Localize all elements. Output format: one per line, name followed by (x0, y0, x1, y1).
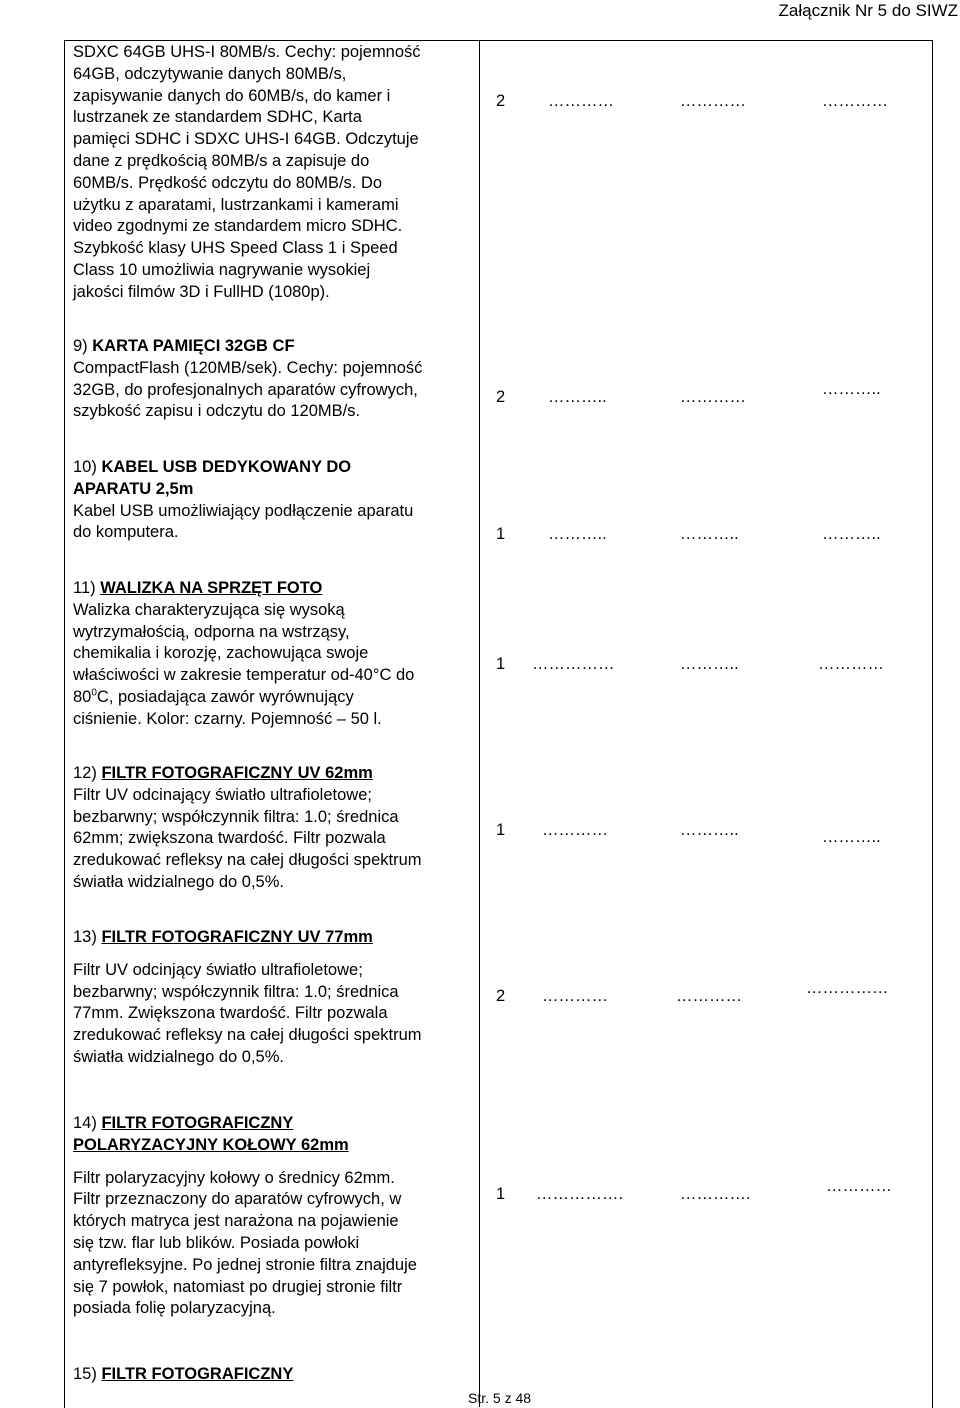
gross-value-blank: ………… (818, 655, 884, 673)
description-line: wytrzymałością, odporna na wstrząsy, (73, 622, 350, 641)
item-title: FILTR FOTOGRAFICZNY UV 77mm (101, 928, 373, 946)
description-line: bezbarwny; współczynnik filtra: 1.0; średnica (73, 982, 399, 1001)
item-title: POLARYZACYJNY KOŁOWY 62mm (73, 1135, 349, 1154)
description-line: się 7 powłok, natomiast po drugiej stronie filtr (73, 1277, 403, 1296)
description-line: których matryca jest narażona na pojawienie (73, 1212, 399, 1231)
gross-value-blank: ……….. (822, 828, 881, 846)
gross-value-blank: …………… (806, 979, 889, 997)
description-line: jakości filmów 3D i FullHD (1080p). (73, 282, 330, 301)
description-line: właściwości w zakresie temperatur od-40°C do (73, 666, 415, 685)
item-title: FILTR FOTOGRAFICZNY UV 62mm (101, 764, 373, 782)
description-line: 32GB, do profesjonalnych aparatów cyfrowych, (73, 380, 418, 399)
description-line: Kabel USB umożliwiający podłączenie aparatu (73, 501, 414, 520)
description-line: dane z prędkością 80MB/s a zapisuje do (73, 151, 370, 170)
description-line: zapisywanie danych do 60MB/s, do kamer i (73, 86, 391, 105)
description-line: Walizka charakteryzująca się wysoką (73, 600, 345, 619)
item-description (73, 1364, 477, 1386)
attachment-header: Załącznik Nr 5 do SIWZ (778, 1, 958, 20)
item-title: FILTR FOTOGRAFICZNY (101, 1114, 294, 1132)
description-line: 77mm. Zwiększona twardość. Filtr pozwala (73, 1004, 388, 1023)
item-heading (73, 457, 477, 479)
item-heading (73, 1364, 477, 1386)
description-line: Class 10 umożliwia nagrywanie wysokiej (73, 260, 371, 279)
description-line: video zgodnymi ze standardem micro SDHC. (73, 217, 403, 236)
item-quantity: 1 (496, 655, 506, 673)
item-quantity: 1 (496, 821, 506, 839)
description-line: Filtr polaryzacyjny kołowy o średnicy 62mm. (73, 1168, 395, 1187)
net-value-blank: ……….. (680, 821, 739, 839)
item-number: 10) (73, 458, 97, 476)
item-heading (73, 927, 477, 949)
item-description (73, 1113, 477, 1320)
item-number: 12) (73, 764, 97, 782)
description-line: zredukować refleksy na całej długości spektrum (73, 1026, 422, 1045)
description-line: ciśnienie. Kolor: czarny. Pojemność – 50 l. (73, 709, 382, 728)
item-description (73, 763, 477, 894)
description-line: 60MB/s. Prędkość odczytu do 80MB/s. Do (73, 173, 383, 192)
net-value-blank: …………. (680, 1185, 751, 1203)
description-line: użytku z aparatami, lustrzankami i kamerami (73, 195, 399, 214)
item-heading (73, 336, 477, 358)
item-number: 9) (73, 337, 88, 355)
description-line: zredukować refleksy na całej długości spektrum (73, 851, 422, 870)
item-description (73, 457, 477, 544)
degree-superscript: 0 (91, 687, 97, 699)
item-description (73, 336, 477, 423)
unit-price-blank: ………… (542, 987, 608, 1005)
net-value-blank: ………… (676, 987, 742, 1005)
gross-value-blank: ……….. (822, 525, 881, 543)
net-value-blank: ………… (680, 388, 746, 406)
unit-price-blank: ……………. (536, 1185, 624, 1203)
item-quantity: 1 (496, 1185, 506, 1203)
item-number: 11) (73, 579, 96, 597)
item-quantity: 1 (496, 525, 506, 543)
item-title: APARATU 2,5m (73, 479, 194, 498)
unit-price-blank: …………… (532, 655, 615, 673)
unit-price-blank: ……….. (548, 525, 607, 543)
item-quantity: 2 (496, 388, 506, 406)
description-line: szybkość zapisu i odczytu do 120MB/s. (73, 402, 361, 421)
gross-value-blank: ……….. (822, 380, 881, 398)
column-divider (479, 40, 480, 1407)
item-description (73, 42, 477, 304)
item-description (73, 578, 477, 731)
description-line: antyrefleksyjne. Po jednej stronie filtra znajduje (73, 1255, 417, 1274)
description-line: światła widzialnego do 0,5%. (73, 1047, 284, 1066)
item-heading (73, 578, 477, 600)
description-line: CompactFlash (120MB/sek). Cechy: pojemność (73, 358, 423, 377)
gross-value-blank: ………… (822, 92, 888, 110)
description-line: się tzw. flar lub blików. Posiada powłoki (73, 1233, 360, 1252)
description-line: bezbarwny; współczynnik filtra: 1.0; średnica (73, 807, 399, 826)
net-value-blank: ……….. (680, 525, 739, 543)
unit-price-blank: ………… (548, 92, 614, 110)
description-line: 62mm; zwiększona twardość. Filtr pozwala (73, 829, 386, 848)
description-text: C, posiadająca zawór wyrównujący (96, 687, 354, 706)
description-line: chemikalia i korozję, zachowująca swoje (73, 644, 369, 663)
unit-price-blank: ……….. (548, 388, 607, 406)
item-quantity: 2 (496, 987, 506, 1005)
item-title: KABEL USB DEDYKOWANY DO (101, 458, 352, 476)
description-line: posiada folię polaryzacyjną. (73, 1299, 276, 1318)
unit-price-blank: ………… (542, 821, 608, 839)
net-value-blank: ………… (680, 92, 746, 110)
item-title: KARTA PAMIĘCI 32GB CF (92, 337, 295, 355)
page-number: Str. 5 z 48 (468, 1390, 532, 1406)
description-line: Filtr przeznaczony do aparatów cyfrowych, w (73, 1190, 402, 1209)
description-line: do komputera. (73, 523, 179, 542)
description-line: Filtr UV odcinający światło ultrafioletowe; (73, 785, 372, 804)
item-number: 13) (73, 928, 97, 946)
description-line: Szybkość klasy UHS Speed Class 1 i Speed (73, 239, 398, 258)
item-number: 14) (73, 1114, 97, 1132)
description-line: lustrzanek ze standardem SDHC, Karta (73, 108, 362, 127)
temperature-value: 80 (73, 687, 92, 706)
description-line: światła widzialnego do 0,5%. (73, 872, 284, 891)
item-description (73, 927, 477, 1069)
item-title: WALIZKA NA SPRZĘT FOTO (100, 579, 323, 597)
description-line: SDXC 64GB UHS-I 80MB/s. Cechy: pojemność (73, 43, 421, 61)
description-line: pamięci SDHC i SDXC UHS-I 64GB. Odczytuje (73, 130, 419, 149)
item-title: FILTR FOTOGRAFICZNY (101, 1365, 294, 1383)
description-line: Filtr UV odcinjący światło ultrafioletowe; (73, 960, 363, 979)
gross-value-blank: ………… (826, 1177, 892, 1195)
item-quantity: 2 (496, 92, 506, 110)
item-number: 15) (73, 1365, 97, 1383)
description-line (73, 687, 477, 709)
item-heading (73, 763, 477, 785)
item-heading (73, 1113, 477, 1135)
description-line: 64GB, odczytywanie danych 80MB/s, (73, 64, 347, 83)
net-value-blank: ……….. (680, 655, 739, 673)
